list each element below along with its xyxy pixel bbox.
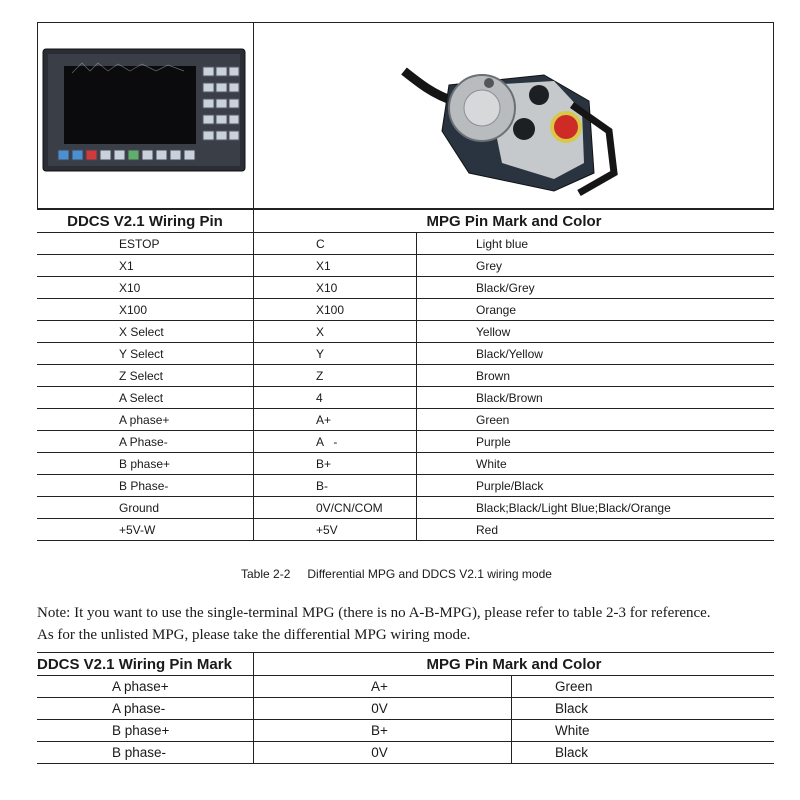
table-row (37, 365, 774, 387)
cell-mpg-pin: X10 (254, 277, 417, 299)
cell-wire-color: Green (512, 676, 775, 698)
note-line-2: As for the unlisted MPG, please take the differential MPG wiring mode. (37, 627, 471, 643)
cell-mpg-pin: B+ (254, 453, 417, 475)
cell-ddcs-pin: +5V-W (37, 519, 254, 541)
cell-mpg-pin: Y (254, 343, 417, 365)
table-header-row (37, 210, 774, 233)
column-header-mpg-pin: MPG Pin Mark and Color (254, 653, 775, 676)
cell-ddcs-pin: X1 (37, 255, 254, 277)
table-row (37, 475, 774, 497)
caption-number: Table 2-2 (241, 567, 291, 581)
cell-wire-color: Orange (417, 299, 775, 321)
cell-wire-color: Black (512, 742, 775, 764)
cell-wire-color: White (512, 720, 775, 742)
cell-wire-color: Black/Brown (417, 387, 775, 409)
cell-mpg-pin: Z (254, 365, 417, 387)
cell-ddcs-pin: X Select (37, 321, 254, 343)
mpg-image-cell (254, 23, 773, 208)
mpg-handwheel-icon (254, 23, 773, 208)
cell-ddcs-pin: B Phase- (37, 475, 254, 497)
cell-mpg-pin: +5V (254, 519, 417, 541)
table-row (37, 676, 774, 698)
cell-mpg-pin: B- (254, 475, 417, 497)
cell-ddcs-pin: B phase+ (37, 453, 254, 475)
cell-mpg-pin: A+ (254, 409, 417, 431)
table-row (37, 343, 774, 365)
cell-wire-color: Brown (417, 365, 775, 387)
table-row (37, 519, 774, 541)
cell-wire-color: Black/Grey (417, 277, 775, 299)
note-paragraph (37, 602, 782, 646)
cell-wire-color: Red (417, 519, 775, 541)
cell-ddcs-pin: X100 (37, 299, 254, 321)
table-row (37, 233, 774, 255)
cell-ddcs-pin: A phase+ (37, 676, 254, 698)
cell-ddcs-pin: X10 (37, 277, 254, 299)
cell-ddcs-pin: Ground (37, 497, 254, 519)
table-row (37, 299, 774, 321)
cell-mpg-pin: 0V (254, 742, 512, 764)
cell-ddcs-pin: Y Select (37, 343, 254, 365)
cell-ddcs-pin: Z Select (37, 365, 254, 387)
cell-mpg-pin: A+ (254, 676, 512, 698)
table-row (37, 497, 774, 519)
cell-ddcs-pin: A phase+ (37, 409, 254, 431)
cell-wire-color: Green (417, 409, 775, 431)
table-row (37, 409, 774, 431)
cell-wire-color: Yellow (417, 321, 775, 343)
cell-mpg-pin: C (254, 233, 417, 255)
table-row (37, 431, 774, 453)
note-line-1: Note: It you want to use the single-terminal MPG (there is no A-B-MPG), please refer to table 2-3 for reference. (37, 605, 711, 621)
cell-mpg-pin: 0V/CN/COM (254, 497, 417, 519)
cell-ddcs-pin: A Phase- (37, 431, 254, 453)
cell-ddcs-pin: A phase- (37, 698, 254, 720)
wiring-table-single-terminal (37, 652, 774, 764)
table-header-row (37, 653, 774, 676)
caption-text: Differential MPG and DDCS V2.1 wiring mode (307, 567, 552, 581)
cell-mpg-pin: 0V (254, 698, 512, 720)
table-row (37, 277, 774, 299)
cell-mpg-pin: 4 (254, 387, 417, 409)
cell-wire-color: Black/Yellow (417, 343, 775, 365)
cell-ddcs-pin: B phase+ (37, 720, 254, 742)
cell-mpg-pin: A - (254, 431, 417, 453)
cell-wire-color: Purple/Black (417, 475, 775, 497)
table-row (37, 698, 774, 720)
cell-mpg-pin: X (254, 321, 417, 343)
table-row (37, 387, 774, 409)
cell-mpg-pin: B+ (254, 720, 512, 742)
column-header-mpg-pin: MPG Pin Mark and Color (254, 210, 775, 233)
cell-wire-color: Purple (417, 431, 775, 453)
column-header-ddcs-pin: DDCS V2.1 Wiring Pin (37, 210, 254, 233)
cell-mpg-pin: X1 (254, 255, 417, 277)
image-row (37, 22, 774, 209)
table-row (37, 742, 774, 764)
wiring-table-differential (37, 209, 774, 541)
cell-wire-color: Black (512, 698, 775, 720)
cell-wire-color: Light blue (417, 233, 775, 255)
column-header-ddcs-pin-mark: DDCS V2.1 Wiring Pin Mark (37, 653, 254, 676)
table-row (37, 453, 774, 475)
table-caption (241, 567, 552, 581)
cell-ddcs-pin: B phase- (37, 742, 254, 764)
cell-ddcs-pin: A Select (37, 387, 254, 409)
controller-panel-icon (38, 23, 253, 208)
cell-mpg-pin: X100 (254, 299, 417, 321)
cell-ddcs-pin: ESTOP (37, 233, 254, 255)
table-row (37, 321, 774, 343)
cell-wire-color: Black;Black/Light Blue;Black/Orange (417, 497, 775, 519)
cell-wire-color: Grey (417, 255, 775, 277)
table-row (37, 720, 774, 742)
controller-image-cell (38, 23, 254, 208)
cell-wire-color: White (417, 453, 775, 475)
table-row (37, 255, 774, 277)
